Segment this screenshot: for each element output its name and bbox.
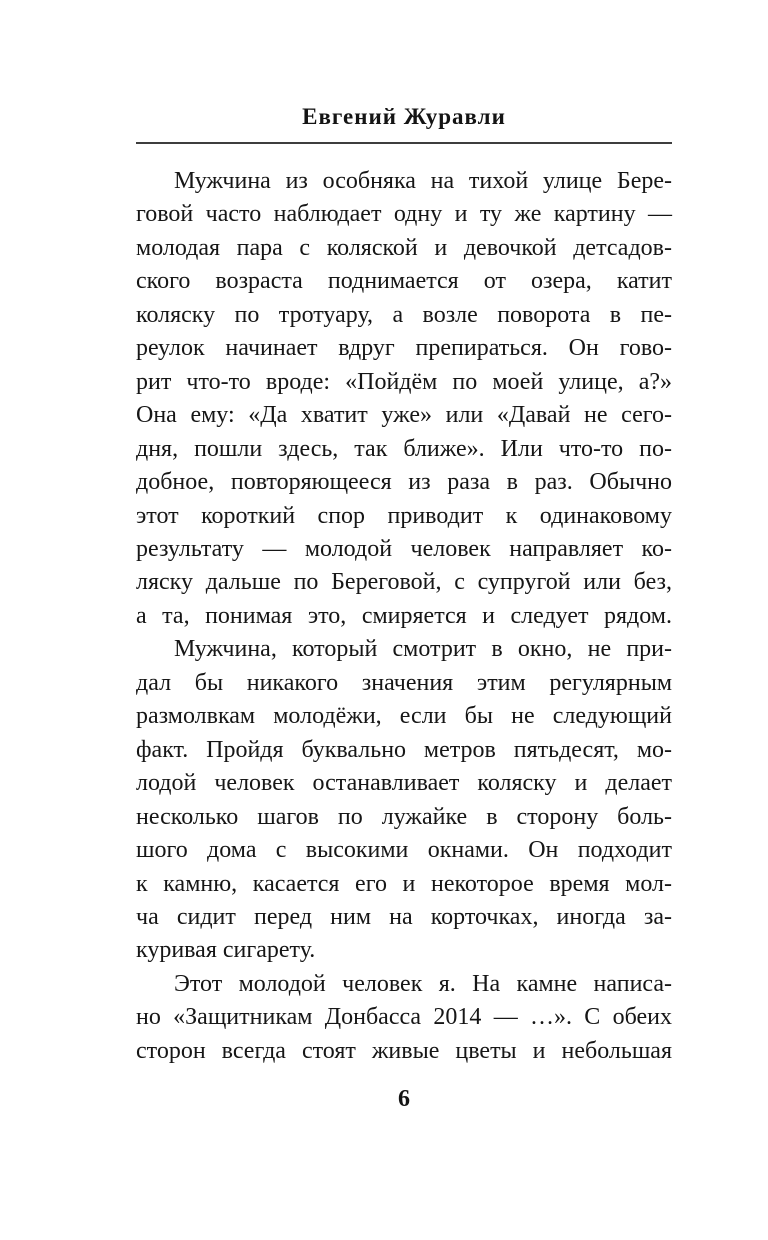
text-line: Она ему: «Да хватит уже» или «Давай не сего- — [136, 402, 672, 429]
text-line: результату — молодой человек направляет ко- — [136, 535, 672, 562]
text-line: размолвкам молодёжи, если бы не следующий — [136, 703, 672, 730]
text-line: ляску дальше по Береговой, с супругой или без, — [136, 569, 672, 596]
running-header-title: Евгений Журавли — [302, 104, 506, 129]
header-rule — [136, 142, 672, 144]
text-line: дал бы никакого значения этим регулярным — [136, 669, 672, 696]
text-line: ского возраста поднимается от озера, катит — [136, 268, 672, 295]
text-line: а та, понимая это, смиряется и следует рядом. — [136, 602, 672, 629]
text-line: ча сидит перед ним на корточках, иногда за- — [136, 903, 672, 930]
text-line: этот короткий спор приводит к одинаковому — [136, 502, 672, 529]
text-line: реулок начинает вдруг препираться. Он гово- — [136, 335, 672, 362]
text-line: молодая пара с коляской и девочкой детсадов- — [136, 234, 672, 261]
text-line: коляску по тротуару, а возле поворота в пе- — [136, 301, 672, 328]
text-line: рит что-то вроде: «Пойдём по моей улице, а?» — [136, 368, 672, 395]
text-line: добное, повторяющееся из раза в раз. Обычно — [136, 469, 672, 496]
text-line: к камню, касается его и некоторое время мол- — [136, 870, 672, 897]
text-line: говой часто наблюдает одну и ту же картину — — [136, 201, 672, 228]
body-text — [136, 165, 672, 1068]
text-line: лодой человек останавливает коляску и делает — [136, 770, 672, 797]
text-line: дня, пошли здесь, так ближе». Или что-то по- — [136, 435, 672, 462]
text-line: Этот молодой человек я. На камне написа- — [174, 970, 672, 997]
text-line: Мужчина, который смотрит в окно, не при- — [174, 636, 672, 663]
text-line: факт. Пройдя буквально метров пятьдесят, мо- — [136, 736, 672, 763]
text-line: шого дома с высокими окнами. Он подходит — [136, 837, 672, 864]
text-line: куривая сигарету. — [136, 937, 316, 964]
text-line: но «Защитникам Донбасса 2014 — …». С обеих — [136, 1004, 672, 1031]
text-line: Мужчина из особняка на тихой улице Бере- — [174, 168, 672, 194]
page-number: 6 — [398, 1086, 410, 1112]
text-line: сторон всегда стоят живые цветы и небольшая — [136, 1037, 672, 1064]
text-line: несколько шагов по лужайке в сторону боль- — [136, 803, 672, 830]
